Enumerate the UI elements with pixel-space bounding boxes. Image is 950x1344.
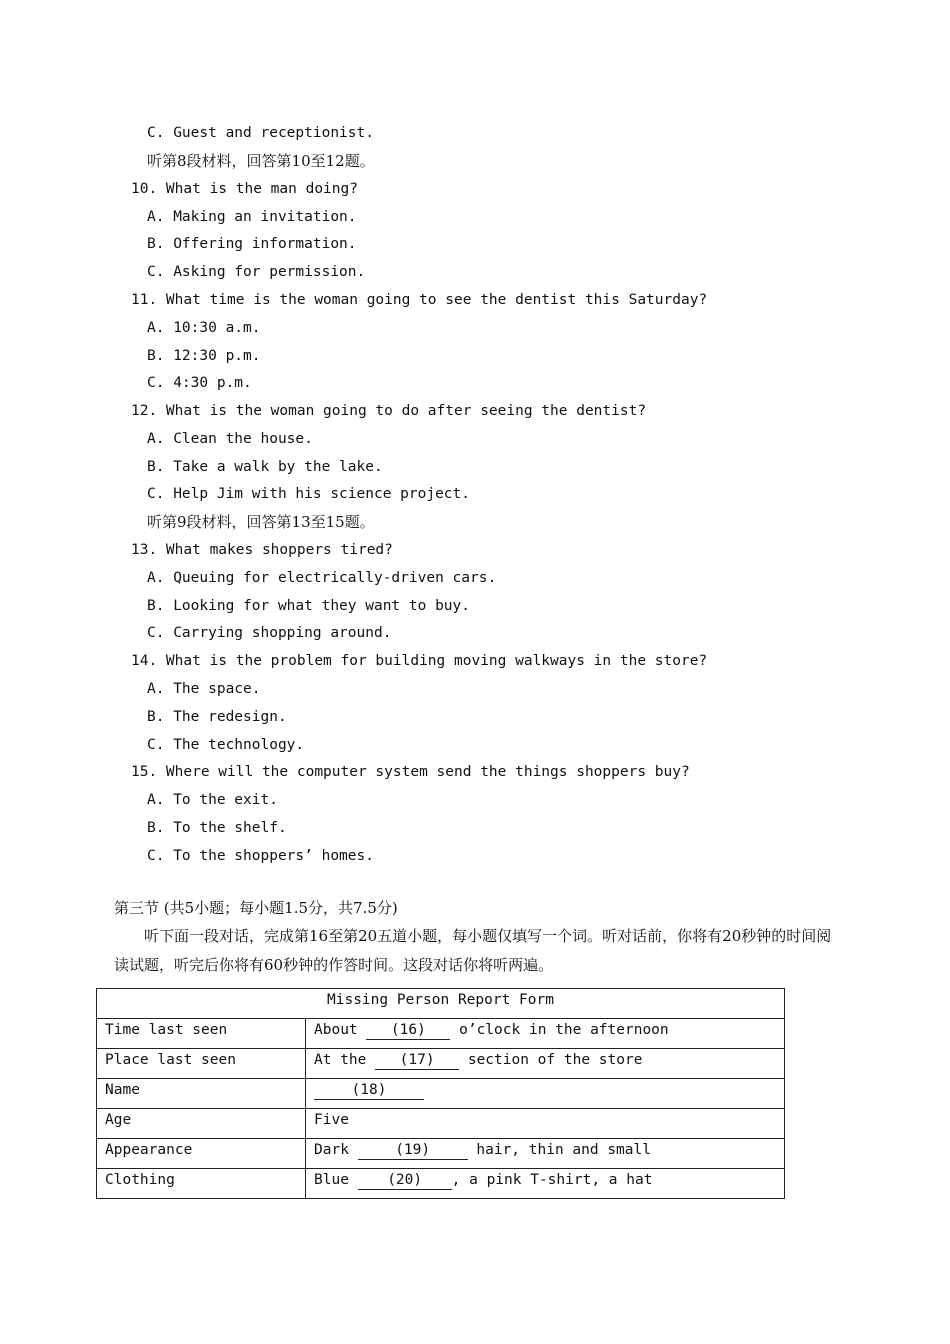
row-label: Place last seen <box>97 1049 306 1079</box>
value-prefix: Blue <box>314 1172 358 1188</box>
answer-blank-16[interactable]: (16) <box>366 1021 450 1040</box>
row-value <box>306 1139 785 1169</box>
answer-blank-20[interactable]: (20) <box>358 1171 452 1190</box>
option-text: C. Carrying shopping around. <box>147 625 392 641</box>
question-text: 14. What is the problem for building moving walkways in the store? <box>131 653 708 669</box>
option-text: A. Queuing for electrically-driven cars. <box>147 570 497 586</box>
answer-blank-18[interactable]: (18) <box>314 1081 424 1100</box>
row-label: Age <box>97 1109 306 1139</box>
row-value: Five <box>306 1109 785 1139</box>
value-suffix: hair, thin and small <box>467 1142 651 1158</box>
row-value <box>306 1079 785 1109</box>
row-value <box>306 1049 785 1079</box>
form-row-time <box>97 1019 785 1049</box>
missing-person-form <box>96 988 785 1199</box>
form-row-place <box>97 1049 785 1079</box>
row-label: Time last seen <box>97 1019 306 1049</box>
answer-blank-19[interactable]: (19) <box>358 1141 468 1160</box>
option-text: C. To the shoppers’ homes. <box>147 848 374 864</box>
form-row-age <box>97 1109 785 1139</box>
section-instructions <box>114 922 844 980</box>
question-text: 13. What makes shoppers tired? <box>131 542 393 558</box>
option-text: B. Offering information. <box>147 236 357 252</box>
value-prefix: Dark <box>314 1142 358 1158</box>
value-prefix: At the <box>314 1052 376 1068</box>
option-text: B. 12:30 p.m. <box>147 348 261 364</box>
form-title: Missing Person Report Form <box>97 989 785 1019</box>
option-text: A. To the exit. <box>147 792 278 808</box>
option-text: A. 10:30 a.m. <box>147 320 261 336</box>
value-suffix: , a pink T-shirt, a hat <box>451 1172 653 1188</box>
option-text: B. To the shelf. <box>147 820 287 836</box>
option-text: A. Making an invitation. <box>147 209 357 225</box>
row-value <box>306 1019 785 1049</box>
instructions-text: 听下面一段对话，完成第16至第20五道小题，每小题仅填写一个词。听对话前，你将有20秒钟的时间阅读试题，听完后你将有60秒钟的作答时间。这段对话你将听两遍。 <box>114 927 832 974</box>
listening-instruction: 听第9段材料，回答第13至15题。 <box>147 513 375 531</box>
value-suffix: o’clock in the afternoon <box>450 1022 669 1038</box>
answer-blank-17[interactable]: (17) <box>375 1051 459 1070</box>
option-text: B. Take a walk by the lake. <box>147 459 383 475</box>
section-title: 第三节 (共5小题；每小题1.5分，共7.5分) <box>114 899 398 917</box>
question-text: 12. What is the woman going to do after seeing the dentist? <box>131 403 647 419</box>
value-prefix: About <box>314 1022 367 1038</box>
form-row-clothing <box>97 1169 785 1199</box>
option-text: C. 4:30 p.m. <box>147 375 252 391</box>
option-text: C. Guest and receptionist. <box>147 125 374 141</box>
form-row-name <box>97 1079 785 1109</box>
value-suffix: section of the store <box>459 1052 643 1068</box>
row-label: Appearance <box>97 1139 306 1169</box>
option-text: C. Asking for permission. <box>147 264 366 280</box>
listening-instruction: 听第8段材料，回答第10至12题。 <box>147 152 375 170</box>
option-text: B. The redesign. <box>147 709 287 725</box>
option-text: A. Clean the house. <box>147 431 313 447</box>
row-label: Clothing <box>97 1169 306 1199</box>
option-text: A. The space. <box>147 681 261 697</box>
question-text: 15. Where will the computer system send the things shoppers buy? <box>131 764 690 780</box>
option-text: C. The technology. <box>147 737 305 753</box>
row-value <box>306 1169 785 1199</box>
option-text: B. Looking for what they want to buy. <box>147 598 471 614</box>
option-text: C. Help Jim with his science project. <box>147 486 471 502</box>
question-text: 11. What time is the woman going to see the dentist this Saturday? <box>131 292 708 308</box>
question-text: 10. What is the man doing? <box>131 181 358 197</box>
form-row-appearance <box>97 1139 785 1169</box>
row-label: Name <box>97 1079 306 1109</box>
